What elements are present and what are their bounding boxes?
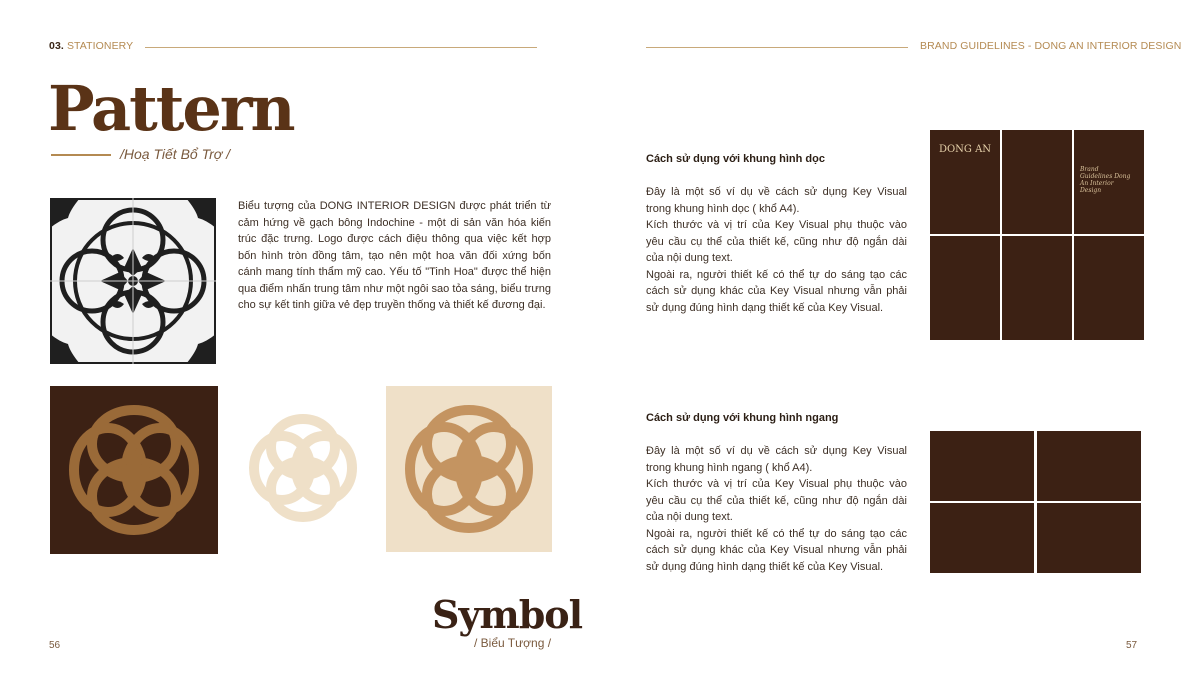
symbol-on-white-background	[240, 405, 366, 531]
horizontal-usage-p3: Ngoài ra, người thiết kế có thể tự do sáng tạo các cách sử dụng khác của Key Visual nhưng vẫn phải sử dụng đúng hình dạng thiết kế của Key Visual.	[646, 527, 907, 573]
section-label	[49, 40, 133, 52]
encaustic-tile-image	[50, 198, 216, 364]
pattern-description: Biểu tượng của DONG INTERIOR DESIGN được phát triển từ cảm hứng về gạch bông Indochine - một di sản văn hóa kiến trúc đặc trưng. Logo được cách điệu thông qua việc kết hợp bốn hình tròn đồng tâm, tạo nên một hoa văn đối xứng bốn cánh mang tính thẩm mỹ cao. Yếu tố "Tinh Hoa" được thể hiện qua điểm nhấn trung tâm như một ngôi sao tỏa sáng, biểu trưng cho sự kết tinh giữa vẻ đẹp truyền thống và thiết kế đương đại.	[238, 200, 551, 311]
vertical-usage-p2: Kích thước và vị trí của Key Visual phụ thuộc vào yêu cầu cụ thể của thiết kế, cũng như độ ngắn dài của nội dung text.	[646, 219, 907, 264]
page-subtitle: /Hoạ Tiết Bổ Trợ /	[120, 146, 230, 162]
page-title: Pattern	[48, 72, 294, 145]
symbol-subtitle: / Biểu Tượng /	[474, 636, 552, 650]
vertical-mockup	[930, 236, 1000, 340]
horizontal-usage-p1: Đây là một số ví dụ về cách sử dụng Key Visual trong khung hình ngang ( khổ A4).	[646, 445, 907, 474]
page-number-right: 57	[1126, 640, 1138, 651]
mockup-brand: DONG AN	[938, 144, 992, 155]
vertical-mockup	[1002, 236, 1072, 340]
horizontal-mockup	[930, 431, 1034, 501]
vertical-usage-heading: Cách sử dụng với khung hình dọc	[646, 153, 825, 165]
vertical-mockup	[1002, 130, 1072, 234]
symbol-title: Symbol	[432, 592, 583, 637]
vertical-usage-p1: Đây là một số ví dụ về cách sử dụng Key Visual trong khung hình dọc ( khổ A4).	[646, 186, 907, 215]
brand-guidelines-label: BRAND GUIDELINES - DONG AN INTERIOR DESIGN	[920, 40, 1182, 52]
horizontal-usage-text	[646, 443, 907, 575]
vertical-mockup	[1074, 130, 1144, 234]
vertical-usage-text	[646, 184, 907, 316]
horizontal-usage-heading: Cách sử dụng với khung hình ngang	[646, 412, 839, 424]
title-accent-rule	[51, 154, 111, 156]
horizontal-mockup	[1037, 431, 1141, 501]
horizontal-mockup	[930, 503, 1034, 573]
section-name: STATIONERY	[66, 40, 134, 52]
page-number-left: 56	[49, 640, 61, 651]
mockup-tagline: Brand Guidelines Dong An Interior Design	[1080, 166, 1131, 194]
symbol-on-dark-background	[50, 386, 218, 554]
vertical-mockup	[930, 130, 1000, 234]
horizontal-usage-p2: Kích thước và vị trí của Key Visual phụ thuộc vào yêu cầu cụ thể của thiết kế, cũng như độ ngắn dài của nội dung text.	[646, 478, 907, 523]
vertical-usage-p3: Ngoài ra, người thiết kế có thể tự do sáng tạo các cách sử dụng khác của Key Visual nhưng vẫn phải sử dụng đúng hình dạng thiết kế của Key Visual.	[646, 268, 907, 314]
header-rule-left	[145, 47, 537, 48]
symbol-on-cream-background	[386, 386, 552, 552]
horizontal-mockup	[1037, 503, 1141, 573]
header-rule-right	[646, 47, 908, 48]
section-number: 03.	[49, 40, 64, 52]
vertical-mockup	[1074, 236, 1144, 340]
